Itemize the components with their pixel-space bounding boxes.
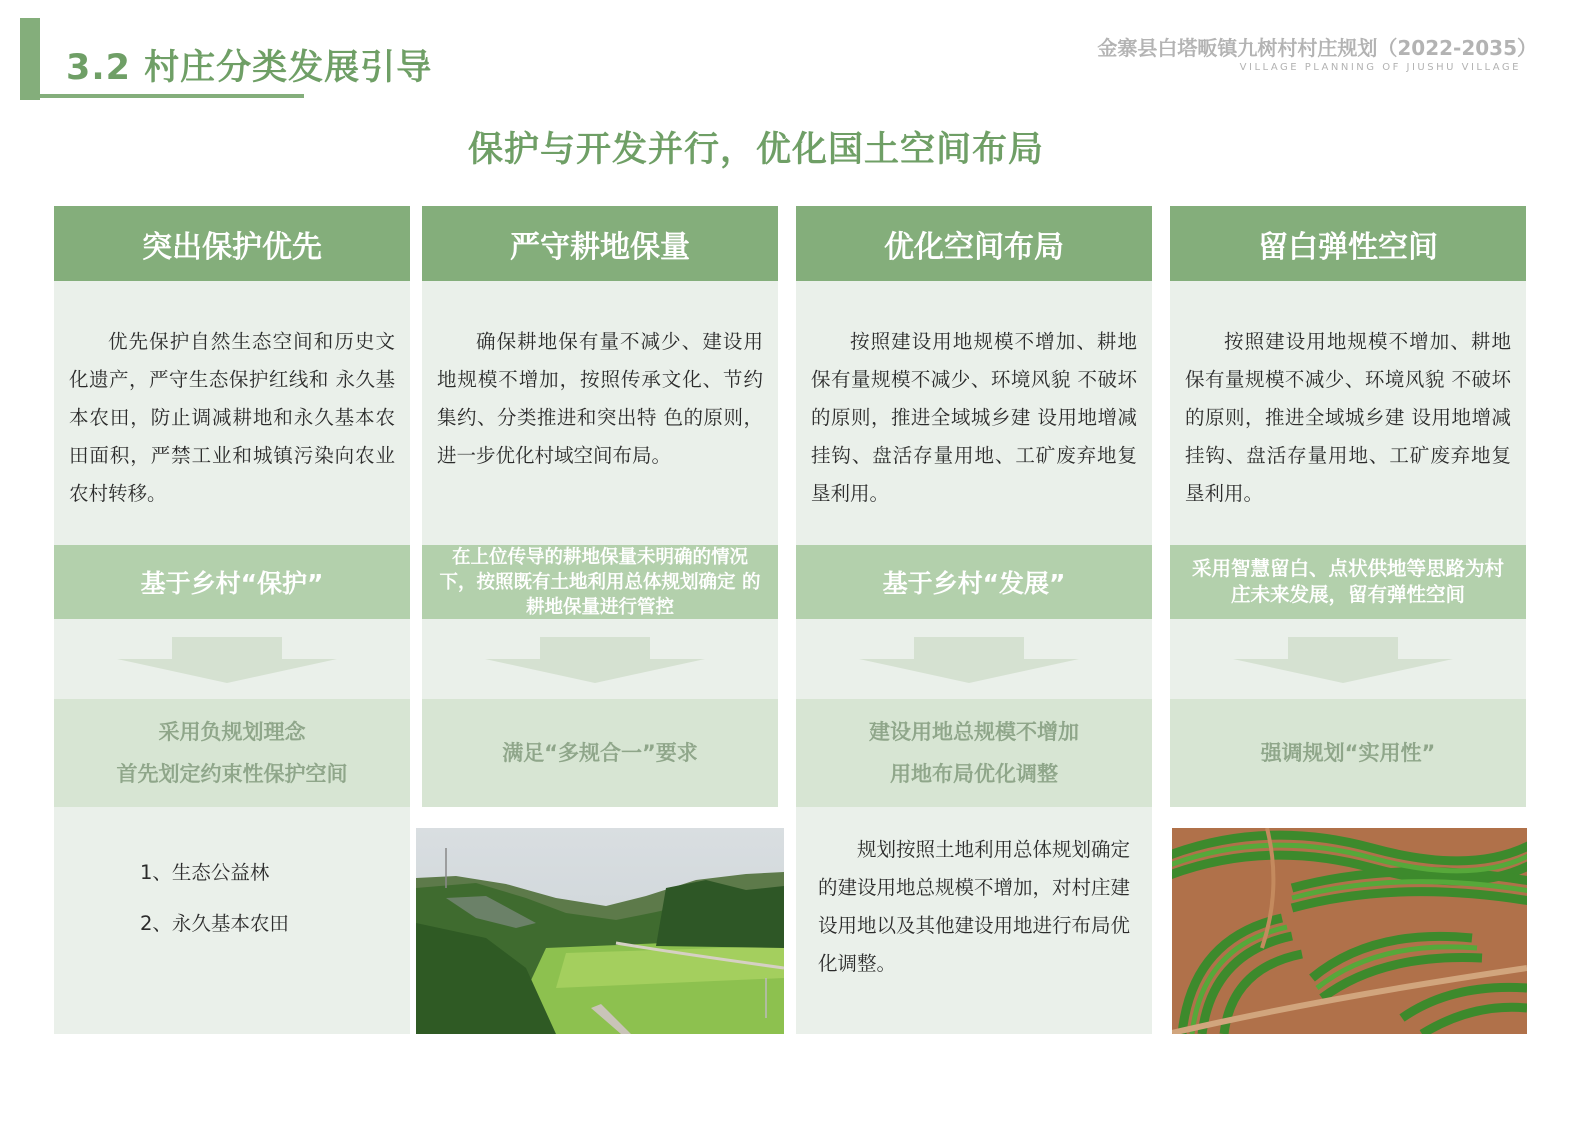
list-item: 2、永久基本农田	[140, 912, 289, 935]
column-protection-priority	[54, 206, 410, 1034]
column-basis: 基于乡村“保护”	[54, 545, 410, 619]
column-footer	[1170, 807, 1526, 1034]
slogan: 保护与开发并行，优化国土空间布局	[467, 130, 1044, 170]
down-arrow-icon	[485, 637, 705, 683]
arrow-zone	[422, 619, 778, 699]
goal-line: 建设用地总规模不增加	[869, 720, 1079, 744]
column-body-text: 按照建设用地规模不增加、耕地保有量规模不减少、环境风貌 不破坏的原则，推进全域城乡建 设用地增减挂钩、盘活存量用地、工矿废弃地复垦利用。	[1185, 330, 1511, 505]
column-heading: 留白弹性空间	[1170, 206, 1526, 281]
arrow-zone	[1170, 619, 1526, 699]
column-basis: 基于乡村“发展”	[796, 545, 1152, 619]
list-item: 1、生态公益林	[140, 861, 270, 884]
goal-line: 强调规划“实用性”	[1260, 741, 1436, 765]
column-body-text: 确保耕地保有量不减少、建设用地规模不增加，按照传承文化、节约集约、分类推进和突出特 色的原则，进一步优化村域空间布局。	[437, 330, 763, 467]
column-footer	[54, 807, 410, 1034]
goal-line: 采用负规划理念	[158, 720, 306, 744]
column-goal	[54, 699, 410, 807]
column-heading: 严守耕地保量	[422, 206, 778, 281]
arrow-zone	[54, 619, 410, 699]
down-arrow-icon	[859, 637, 1079, 683]
project-subtitle: VILLAGE PLANNING OF JIUSHU VILLAGE	[1239, 62, 1521, 73]
column-basis: 在上位传导的耕地保量未明确的情况 下，按照既有土地利用总体规划确定 的耕地保量进行管控	[422, 545, 778, 619]
column-reserved-space	[1170, 206, 1526, 1034]
column-body-text: 按照建设用地规模不增加、耕地保有量规模不减少、环境风貌 不破坏的原则，推进全域城乡建 设用地增减挂钩、盘活存量用地、工矿废弃地复垦利用。	[811, 330, 1137, 505]
arrow-zone	[796, 619, 1152, 699]
goal-line: 满足“多规合一”要求	[502, 741, 698, 765]
column-layout-optimization	[796, 206, 1152, 1034]
title-accent-bar	[20, 18, 40, 100]
protection-list	[140, 847, 289, 949]
project-title: 金寨县白塔畈镇九树村村庄规划（2022-2035）	[1097, 36, 1537, 60]
page-title: 3.2 村庄分类发展引导	[66, 48, 433, 88]
farmland-valley-photo	[416, 828, 784, 1034]
down-arrow-icon	[117, 637, 337, 683]
column-footer	[796, 807, 1152, 1034]
column-heading: 优化空间布局	[796, 206, 1152, 281]
column-footer-text: 规划按照土地利用总体规划确定的建设用地总规模不增加，对村庄建设用地以及其他建设用地进行布局优化调整。	[818, 838, 1131, 975]
goal-line: 用地布局优化调整	[890, 762, 1058, 786]
tea-plantation-aerial-photo	[1172, 828, 1527, 1034]
column-body	[54, 281, 410, 545]
column-body	[1170, 281, 1526, 545]
column-footer	[422, 807, 778, 1034]
column-basis: 采用智慧留白、点状供地等思路为村庄未来发展，留有弹性空间	[1170, 545, 1526, 619]
column-body-text: 优先保护自然生态空间和历史文化遗产，严守生态保护红线和 永久基本农田，防止调减耕地和永久基本农田面积，严禁工业和城镇污染向农业农村转移。	[69, 330, 395, 505]
column-goal	[1170, 699, 1526, 807]
goal-line: 首先划定约束性保护空间	[116, 762, 348, 786]
column-body	[422, 281, 778, 545]
column-body	[796, 281, 1152, 545]
down-arrow-icon	[1233, 637, 1453, 683]
column-heading: 突出保护优先	[54, 206, 410, 281]
column-farmland-protection	[422, 206, 778, 1034]
column-goal	[422, 699, 778, 807]
title-underline	[40, 94, 304, 98]
column-goal	[796, 699, 1152, 807]
